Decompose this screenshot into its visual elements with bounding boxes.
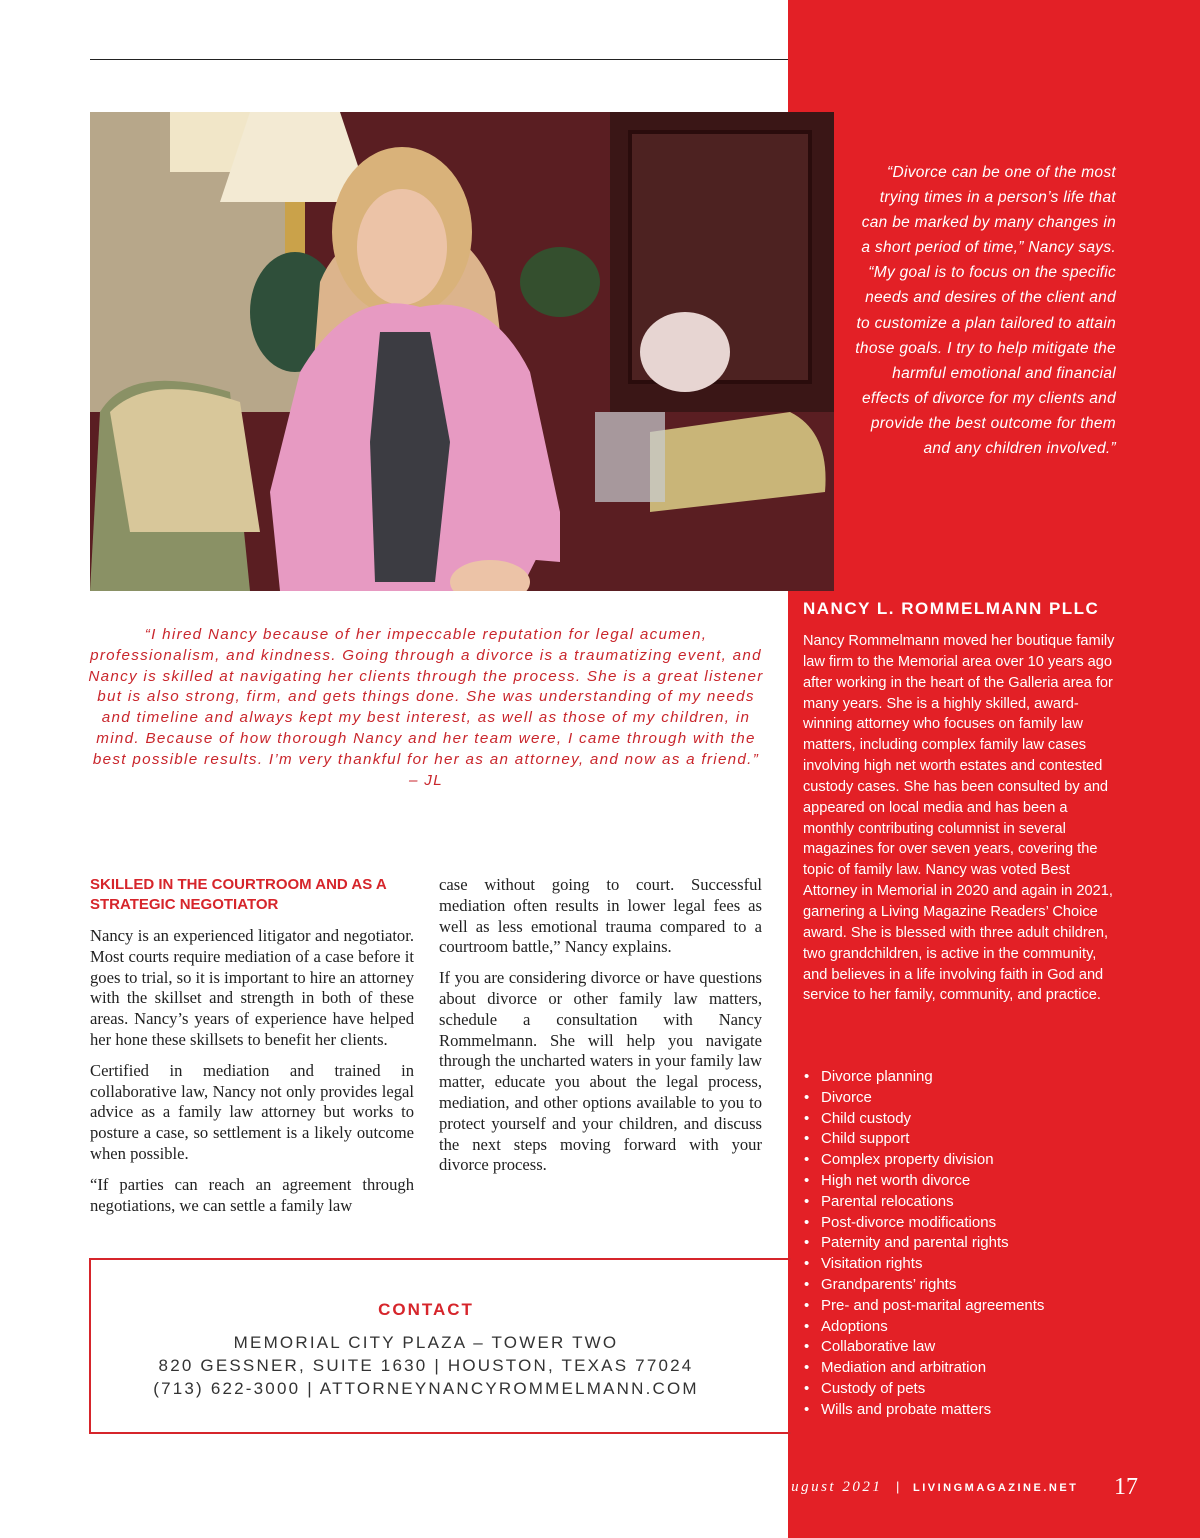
article-column-left (90, 926, 414, 1226)
pull-quote: “Divorce can be one of the most trying times in a person’s life that can be marked by many changes in a short period of time,” Nancy says. “My goal is to focus on the specific needs and desires of the client and to customize a plan tailored to attain those goals. I try to help mitigate the harmful emotional and financial effects of divorce for my clients and provide the best outcome for them and any children involved.” (855, 164, 1116, 458)
top-rule (90, 59, 790, 60)
contact-phone-website: (713) 622-3000 | ATTORNEYNANCYROMMELMANN.COM (153, 1379, 699, 1398)
article-paragraph: case without going to court. Successful mediation often results in lower legal fees as well as less emotional trauma compared to a courtroom battle,” Nancy explains. (439, 875, 762, 957)
contact-address-line: MEMORIAL CITY PLAZA – TOWER TWO (233, 1333, 619, 1352)
service-item: • Adoptions (803, 1317, 1044, 1338)
service-item: • Child support (803, 1129, 1044, 1150)
service-item: • Visitation rights (803, 1254, 1044, 1275)
service-item: • Divorce planning (803, 1067, 1044, 1088)
page-number: 17 (1114, 1474, 1138, 1500)
client-testimonial: “I hired Nancy because of her impeccable reputation for legal acumen, professionalism, and kindness. Going through a divorce is a traumatizing event, and Nancy is skilled at navigating her clients through the process. She is a great listener but is also strong, firm, and gets things done. She was understanding of my needs and timeline and always kept my best interest, as well as those of my children, in mind. Because of how thorough Nancy and her team were, I came through with the best possible results. I’m very thankful for her as an attorney, and now as a friend.” – JL (88, 626, 764, 789)
contact-heading: CONTACT (378, 1300, 474, 1319)
service-item: • Pre- and post-marital agreements (803, 1296, 1044, 1317)
service-item: • Collaborative law (803, 1337, 1044, 1358)
issue-date: august 2021 (781, 1479, 883, 1495)
article-paragraph: Nancy is an experienced litigator and negotiator. Most courts require mediation of a case before it goes to trial, so it is important to hire an attorney with the skillset and strength in both of these areas. Nancy’s years of experience have helped her hone these skillsets to benefit her clients. (90, 926, 414, 1049)
article-paragraph: Certified in mediation and trained in collaborative law, Nancy not only provides legal advice as a family law attorney but works to posture a case, so settlement is a likely outcome when possible. (90, 1060, 414, 1163)
website-link[interactable]: LIVINGMAGAZINE.NET (912, 1482, 1079, 1494)
service-item: • Mediation and arbitration (803, 1358, 1044, 1379)
page-footer (781, 1474, 1138, 1501)
firm-bio: Nancy Rommelmann moved her boutique family law firm to the Memorial area over 10 years ago after working in the heart of the Galleria area for many years. She is a highly skilled, award-winning attorney who focuses on family law matters, including complex family law cases involving high net worth estates and contested custody cases. She has been consulted by and appeared on local media and has been a monthly contributing columnist in several magazines for over seven years, covering the topic of family law. Nancy was voted Best Attorney in Memorial in 2020 and again in 2021, garnering a Living Magazine Readers’ Choice award. She is blessed with three adult children, two grandchildren, is active in the community, and believes in a life involving faith in God and service to her family, community, and practice. (803, 633, 1115, 1004)
service-item: • Child custody (803, 1109, 1044, 1130)
article-paragraph: “If parties can reach an agreement through negotiations, we can settle a family law (90, 1174, 414, 1215)
service-item: • Paternity and parental rights (803, 1233, 1044, 1254)
section-heading: SKILLED IN THE COURTROOM AND AS A STRATEGIC NEGOTIATOR (90, 876, 387, 913)
service-item: • Custody of pets (803, 1379, 1044, 1400)
service-item: • Post-divorce modifications (803, 1213, 1044, 1234)
service-item: • Grandparents’ rights (803, 1275, 1044, 1296)
service-item: • Divorce (803, 1088, 1044, 1109)
service-item: • High net worth divorce (803, 1171, 1044, 1192)
article-column-right (439, 875, 762, 1186)
footer-separator: | (895, 1479, 900, 1494)
service-item: • Parental relocations (803, 1192, 1044, 1213)
firm-name-heading: NANCY L. ROMMELMANN PLLC (803, 599, 1100, 618)
contact-address-line: 820 GESSNER, SUITE 1630 | HOUSTON, TEXAS 77024 (158, 1356, 694, 1375)
article-paragraph: If you are considering divorce or have questions about divorce or other family law matters, schedule a consultation with Nancy Rommelmann. She will help you navigate through the uncharted waters in your family law matter, educate you about the legal process, mediation, and other options available to you to protect yourself and your children, and discuss the next steps moving forward with your divorce process. (439, 968, 762, 1175)
service-item: • Complex property division (803, 1150, 1044, 1171)
service-item: • Wills and probate matters (803, 1400, 1044, 1421)
portrait-photo (90, 112, 834, 591)
